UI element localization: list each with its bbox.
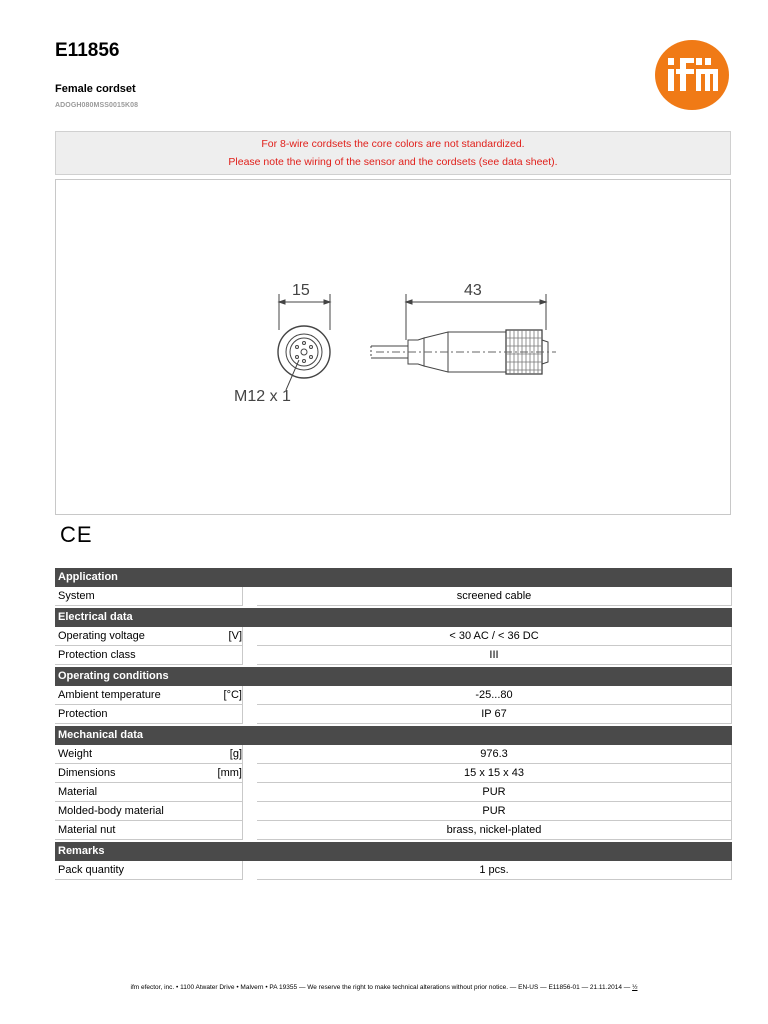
page-title: E11856 <box>55 40 120 61</box>
column-divider <box>242 705 243 724</box>
spec-row <box>55 646 732 665</box>
length-dimension-label: 43 <box>464 282 482 299</box>
spec-row <box>55 764 732 783</box>
notice-line-2: Please note the wiring of the sensor and the cordsets (see data sheet). <box>228 156 558 168</box>
spec-row <box>55 686 732 705</box>
spec-unit: [°C] <box>210 686 242 705</box>
footer-text: ifm efector, inc. • 1100 Atwater Drive • Malvern • PA 19355 — We reserve the right to make technical alterations without prior notice. — EN-US — E11856-01 — 21.11.2014 — <box>130 984 631 991</box>
spec-unit: [V] <box>210 627 242 646</box>
spec-value: brass, nickel-plated <box>257 821 732 840</box>
thread-label: M12 x 1 <box>234 388 291 405</box>
section-header: Application <box>55 568 732 587</box>
spec-row <box>55 705 732 724</box>
spec-unit <box>210 646 242 665</box>
spec-label: Material nut <box>55 821 210 840</box>
column-divider <box>242 745 243 764</box>
column-divider <box>242 646 243 665</box>
spec-label: Material <box>55 783 210 802</box>
dimension-drawing <box>55 179 731 515</box>
spec-label: Protection class <box>55 646 210 665</box>
spec-unit <box>210 705 242 724</box>
front-dimension-label: 15 <box>292 282 310 299</box>
section-header: Mechanical data <box>55 726 732 745</box>
column-divider <box>242 764 243 783</box>
spec-unit <box>210 783 242 802</box>
spec-label: Operating voltage <box>55 627 210 646</box>
spec-label: Molded-body material <box>55 802 210 821</box>
notice-line-1: For 8-wire cordsets the core colors are not standardized. <box>261 138 525 150</box>
notice-box <box>55 131 731 175</box>
spec-unit <box>210 821 242 840</box>
column-divider <box>242 821 243 840</box>
article-code: ADOGH080MSS0015K08 <box>55 102 139 109</box>
page-footer <box>0 984 768 991</box>
page-marker-icon: ½ <box>632 984 638 991</box>
ifm-logo <box>654 39 730 111</box>
spec-label: Dimensions <box>55 764 210 783</box>
spec-value: PUR <box>257 783 732 802</box>
spec-row <box>55 587 732 606</box>
spec-value: -25...80 <box>257 686 732 705</box>
column-divider <box>242 783 243 802</box>
spec-row <box>55 783 732 802</box>
spec-label: Weight <box>55 745 210 764</box>
spec-value: PUR <box>257 802 732 821</box>
spec-label: Pack quantity <box>55 861 210 880</box>
spec-value: III <box>257 646 732 665</box>
spec-row <box>55 802 732 821</box>
spec-label: System <box>55 587 210 606</box>
column-divider <box>242 627 243 646</box>
spec-unit <box>210 861 242 880</box>
column-divider <box>242 802 243 821</box>
spec-value: 976.3 <box>257 745 732 764</box>
spec-label: Ambient temperature <box>55 686 210 705</box>
spec-value: 1 pcs. <box>257 861 732 880</box>
spec-unit <box>210 802 242 821</box>
spec-value: screened cable <box>257 587 732 606</box>
ce-mark: CE <box>60 522 93 547</box>
section-header: Operating conditions <box>55 667 732 686</box>
spec-unit <box>210 587 242 606</box>
cordset-drawing-svg <box>56 180 730 514</box>
spec-value: < 30 AC / < 36 DC <box>257 627 732 646</box>
spec-row <box>55 821 732 840</box>
column-divider <box>242 861 243 880</box>
spec-value: 15 x 15 x 43 <box>257 764 732 783</box>
spec-value: IP 67 <box>257 705 732 724</box>
spec-row <box>55 861 732 880</box>
spec-label: Protection <box>55 705 210 724</box>
spec-unit: [g] <box>210 745 242 764</box>
column-divider <box>242 686 243 705</box>
column-divider <box>242 587 243 606</box>
spec-table <box>55 566 732 880</box>
spec-row <box>55 627 732 646</box>
section-header: Electrical data <box>55 608 732 627</box>
spec-row <box>55 745 732 764</box>
spec-unit: [mm] <box>210 764 242 783</box>
product-name: Female cordset <box>55 83 136 95</box>
section-header: Remarks <box>55 842 732 861</box>
